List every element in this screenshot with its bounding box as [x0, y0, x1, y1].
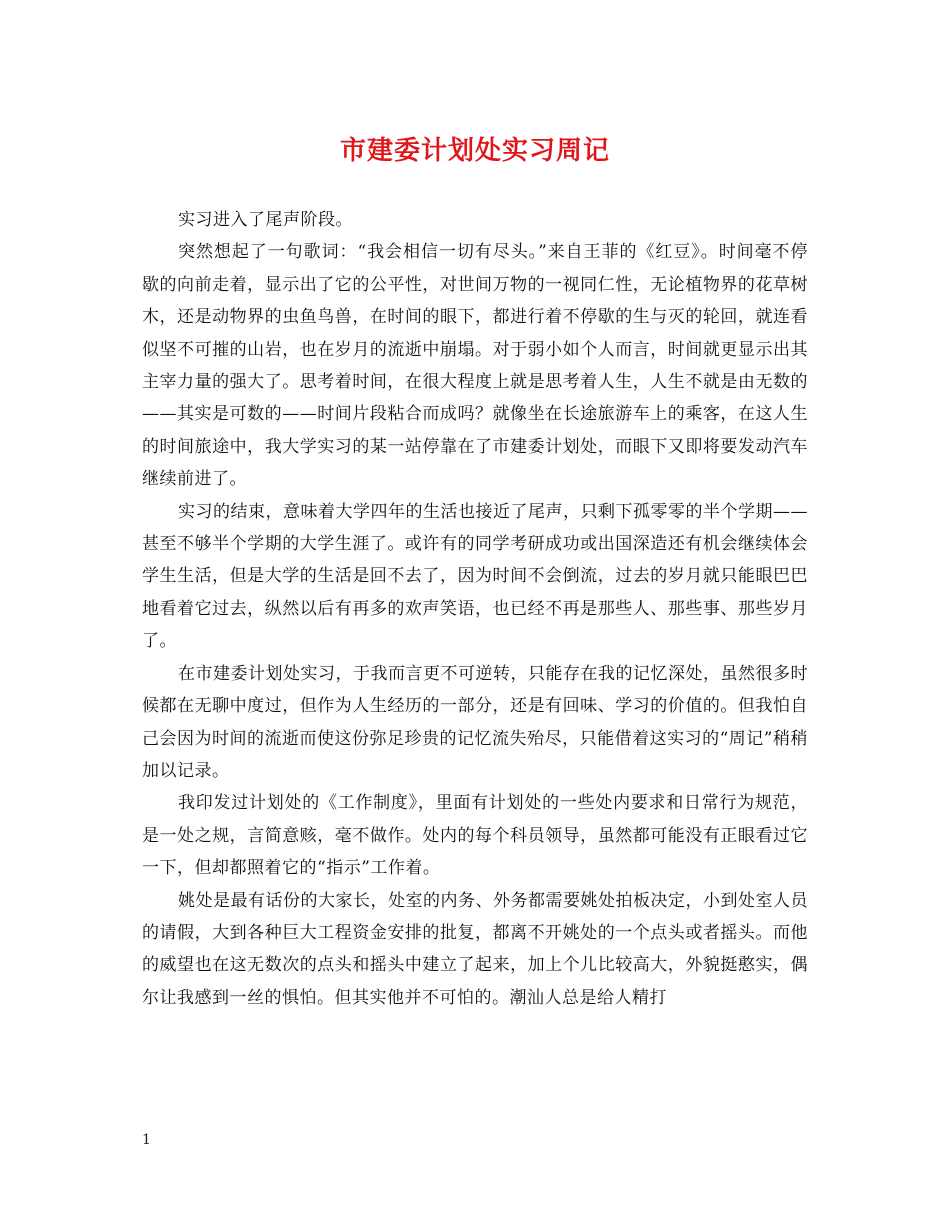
paragraph: 实习进入了尾声阶段。 — [178, 210, 353, 230]
paragraph: 在市建委计划处实习，于我而言更不可逆转，只能存在我的记忆深处，虽然很多时候都在无聊中度过，但作为人生经历的一部分，还是有回味、学习的价值的。但我怕自己会因为时间的流逝而使这份弥足珍贵的记忆流失殆尽，只能借着这实习的“周记”稍稍加以记录。 — [142, 663, 808, 781]
paragraph: 我印发过计划处的《工作制度》，里面有计划处的一些处内要求和日常行为规范，是一处之规，言简意赅，毫不做作。处内的每个科员领导，虽然都可能没有正眼看过它一下，但却都照着它的“指示”工作着。 — [142, 793, 808, 879]
document-title: 市建委计划处实习周记 — [339, 136, 610, 166]
paragraph: 姚处是最有话份的大家长，处室的内务、外务都需要姚处拍板决定，小到处室人员的请假，大到各种巨大工程资金安排的批复，都离不开姚处的一个点头或者摇头。而他的威望也在这无数次的点头和摇头中建立了起来，加上个儿比较高大，外貌挺憨实，偶尔让我感到一丝的惧怕。但其实他并不可怕的。潮汕人总是给人精打 — [142, 890, 808, 1008]
paragraph: 实习的结束，意味着大学四年的生活也接近了尾声，只剩下孤零零的半个学期——甚至不够半个学期的大学生涯了。或许有的同学考研成功或出国深造还有机会继续体会学生生活，但是大学的生活是回不去了，因为时间不会倒流，过去的岁月就只能眼巴巴地看着它过去，纵然以后有再多的欢声笑语，也已经不再是那些人、那些事、那些岁月了。 — [142, 501, 808, 652]
page-number: 1 — [142, 1132, 151, 1148]
document-body — [142, 204, 808, 1014]
paragraph: 突然想起了一句歌词：“我会相信一切有尽头。”来自王菲的《红豆》。时间毫不停歇的向前走着，显示出了它的公平性，对世间万物的一视同仁性，无论植物界的花草树木，还是动物界的虫鱼鸟兽，在时间的眼下，都进行着不停歇的生与灭的轮回，就连看似坚不可摧的山岩，也在岁月的流逝中崩塌。对于弱小如个人而言，时间就更显示出其主宰力量的强大了。思考着时间，在很大程度上就是思考着人生，人生不就是由无数的——其实是可数的——时间片段粘合而成吗？就像坐在长途旅游车上的乘客，在这人生的时间旅途中，我大学实习的某一站停靠在了市建委计划处，而眼下又即将要发动汽车继续前进了。 — [142, 242, 808, 490]
